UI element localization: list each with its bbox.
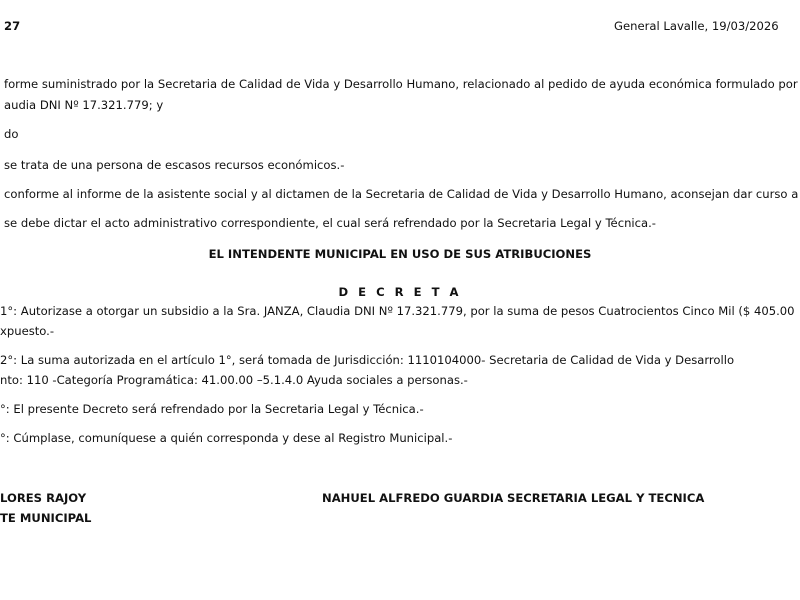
article-1-line-2: xpuesto.-: [0, 324, 55, 338]
considerando-1: se trata de una persona de escasos recursos económicos.-: [4, 158, 345, 172]
signature-right-name: NAHUEL ALFREDO GUARDIA: [322, 491, 504, 505]
article-2-line-1: 2°: La suma autorizada en el artículo 1°, será tomada de Jurisdicción: 1110104000- Secretaria de Calidad de Vida y Desarrollo: [0, 353, 735, 367]
intendente-heading: EL INTENDENTE MUNICIPAL EN USO DE SUS ATRIBUCIONES: [208, 247, 592, 261]
visto-line-1: forme suministrado por la Secretaria de Calidad de Vida y Desarrollo Humano, relacionado al pedido de ayuda económica formulado por: [4, 77, 798, 91]
place-date: General Lavalle, 19/03/2026: [614, 19, 779, 33]
article-2-line-2: nto: 110 -Categoría Programática: 41.00.00 –5.1.4.0 Ayuda sociales a personas.-: [0, 373, 468, 387]
article-1-line-1: 1°: Autorizase a otorgar un subsidio a la Sra. JANZA, Claudia DNI Nº 17.321.779, por la suma de pesos Cuatrocientos Cinco Mil ($ 405.00: [0, 304, 795, 318]
visto-line-2: audia DNI Nº 17.321.779; y: [4, 98, 164, 112]
signature-left-title: TE MUNICIPAL: [0, 511, 92, 525]
signature-left-name: LORES RAJOY: [0, 491, 87, 505]
considerando-2: conforme al informe de la asistente social y al dictamen de la Secretaria de Calidad de Vida y Desarrollo Humano, aconsejan dar curso a: [4, 187, 799, 201]
considerando-3: se debe dictar el acto administrativo correspondiente, el cual será refrendado por la Secretaria Legal y Técnica.-: [4, 216, 656, 230]
decreta-heading: D E C R E T A: [338, 285, 462, 299]
article-4: °: Cúmplase, comuníquese a quién corresponda y dese al Registro Municipal.-: [0, 431, 453, 445]
article-3: °: El presente Decreto será refrendado por la Secretaria Legal y Técnica.-: [0, 402, 424, 416]
signature-right-title: SECRETARIA LEGAL Y TECNICA: [507, 491, 705, 505]
decree-number: 27: [4, 19, 21, 33]
considerando-label: do: [4, 127, 19, 141]
